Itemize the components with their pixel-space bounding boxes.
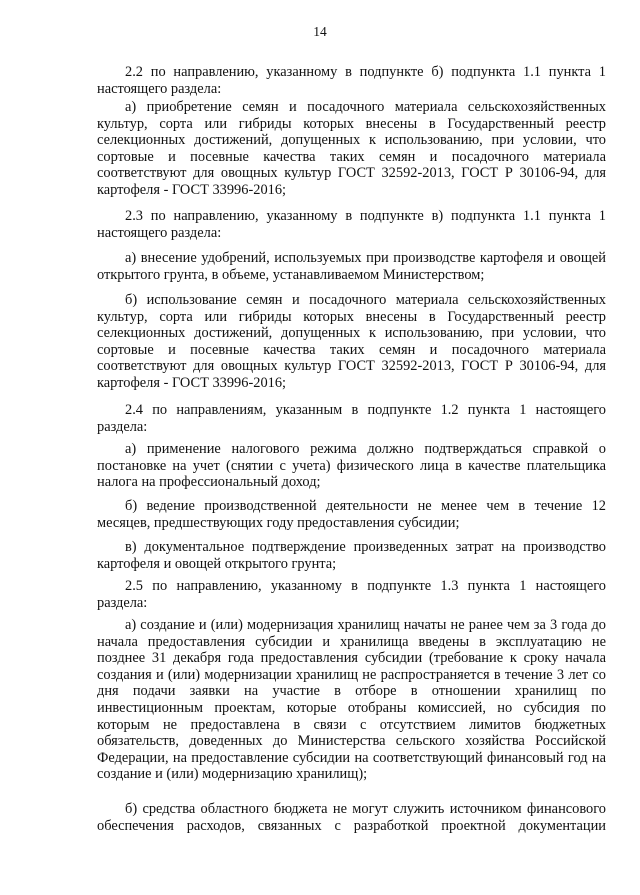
paragraph-2-4-c: в) документальное подтверждение произведенных затрат на производство картофеля и овощей открытого грунта;	[97, 539, 606, 572]
page-number: 14	[313, 24, 327, 39]
paragraph-2-5: 2.5 по направлению, указанному в подпункте 1.3 пункта 1 настоящего раздела:	[97, 578, 606, 611]
paragraph-2-4-b: б) ведение производственной деятельности не менее чем в течение 12 месяцев, предшествующих году предоставления субсидии;	[97, 498, 606, 531]
paragraph-2-3-b: б) использование семян и посадочного материала сельскохозяйственных культур, сорта или гибриды которых внесены в Государственный реестр селекционных достижений, допущенных к использованию, при условии, что сортовые и посевные качества таких семян и посадочного материала соответствуют для овощных культур ГОСТ 32592-2013, ГОСТ Р 30106-94, для картофеля - ГОСТ 33996-2016;	[97, 292, 606, 391]
paragraph-2-4: 2.4 по направлениям, указанным в подпункте 1.2 пункта 1 настоящего раздела:	[97, 402, 606, 435]
paragraph-2-3: 2.3 по направлению, указанному в подпункте в) подпункта 1.1 пункта 1 настоящего раздела:	[97, 208, 606, 241]
paragraph-2-4-a: а) применение налогового режима должно подтверждаться справкой о постановке на учет (снятии с учета) физического лица в качестве плательщика налога на профессиональный доход;	[97, 441, 606, 491]
paragraph-2-5-b: б) средства областного бюджета не могут служить источником финансового обеспечения расходов, связанных с разработкой проектной документации	[97, 801, 606, 834]
paragraph-2-5-a: а) создание и (или) модернизация хранилищ начаты не ранее чем за 3 года до начала предоставления субсидии и хранилища введены в эксплуатацию не позднее 31 декабря года предоставления субсидии (требование к сроку начала создания и (или) модернизации хранилищ не распространяется в течение 3 лет со дня подачи заявки на участие в отборе в отношении хранилищ по инвестиционным проектам, которые отобраны комиссией, но субсидия по которым не предоставлена в связи с отсутствием лимитов бюджетных обязательств, доведенных до Министерства сельского хозяйства Российской Федерации, на предоставление субсидии на соответствующий финансовый год на создание и (или) модернизацию хранилищ);	[97, 617, 606, 783]
paragraph-2-2: 2.2 по направлению, указанному в подпункте б) подпункта 1.1 пункта 1 настоящего раздела:	[97, 64, 606, 97]
paragraph-2-3-a: а) внесение удобрений, используемых при производстве картофеля и овощей открытого грунта, в объеме, устанавливаемом Министерством;	[97, 250, 606, 283]
paragraph-2-2-a: а) приобретение семян и посадочного материала сельскохозяйственных культур, сорта или гибриды которых внесены в Государственный реестр селекционных достижений, допущенных к использованию, при условии, что сортовые и посевные качества таких семян и посадочного материала соответствуют для овощных культур ГОСТ 32592-2013, ГОСТ Р 30106-94, для картофеля - ГОСТ 33996-2016;	[97, 99, 606, 198]
